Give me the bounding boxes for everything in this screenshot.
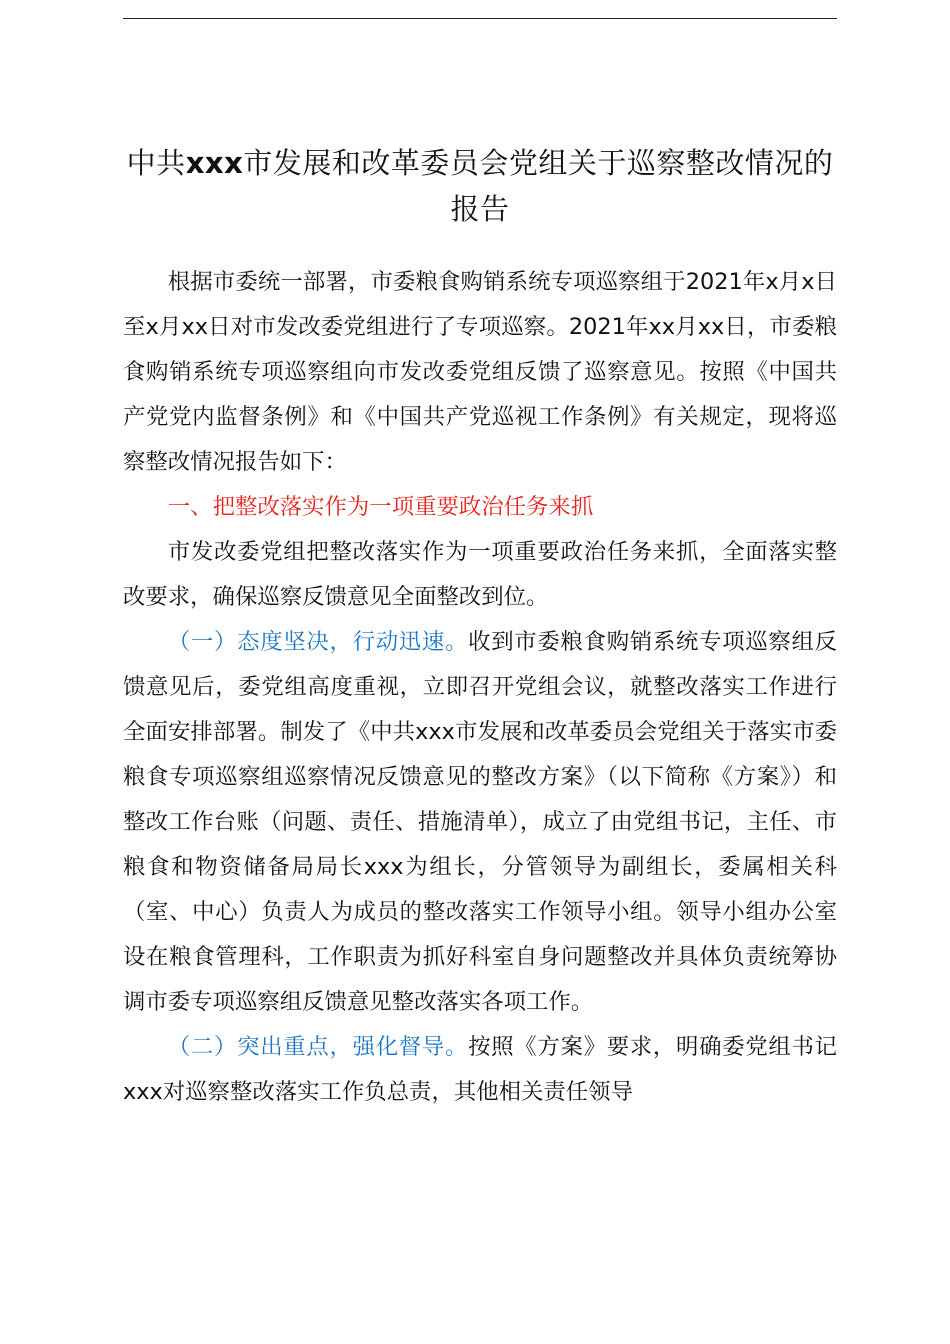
section-heading-1: 一、把整改落实作为一项重要政治任务来抓 [167,494,594,520]
subheading-1: （一）态度坚决，行动迅速。 [167,629,469,655]
body-paragraph-2-text: 收到市委粮食购销系统专项巡察组反馈意见后，委党组高度重视，立即召开党组会议，就整改落实工作进行全面安排部署。制发了《中共xxx市发展和改革委员会党组关于落实市委粮食专项巡察组巡察情况反馈意见的整改方案》（以下简称《方案》）和整改工作台账（问题、责任、措施清单），成立了由党组书记，主任、市粮食和物资储备局局长xxx为组长，分管领导为副组长，委属相关科（室、中心）负责人为成员的整改落实工作领导小组。领导小组办公室设在粮食管理科，工作职责为抓好科室自身问题整改并具体负责统筹协调市委专项巡察组反馈意见整改落实各项工作。 [123,629,838,1015]
title-prefix: 中共 [126,146,186,180]
body-paragraph-1: 市发改委党组把整改落实作为一项重要政治任务来抓，全面落实整改要求，确保巡察反馈意见全面整改到位。 [123,539,837,610]
body-paragraph-3 [123,1025,837,1115]
title-suffix: 市发展和改革委员会党组关于巡察整改情况的报告 [243,146,834,226]
document-title [118,140,842,232]
title-placeholder: xxx [185,146,244,180]
subheading-2: （二）突出重点，强化督导。 [167,1034,469,1060]
document-body [123,260,837,1115]
body-paragraph-2 [123,620,837,1025]
intro-paragraph: 根据市委统一部署，市委粮食购销系统专项巡察组于2021年x月x日至x月xx日对市发改委党组进行了专项巡察。2021年xx月xx日，市委粮食购销系统专项巡察组向市发改委党组反馈了巡察意见。按照《中国共产党党内监督条例》和《中国共产党巡视工作条例》有关规定，现将巡察整改情况报告如下： [123,269,837,475]
body-paragraph-3-text: 按照《方案》要求，明确委党组书记xxx对巡察整改落实工作负总责，其他相关责任领导 [123,1034,838,1105]
header-rule [123,18,837,19]
